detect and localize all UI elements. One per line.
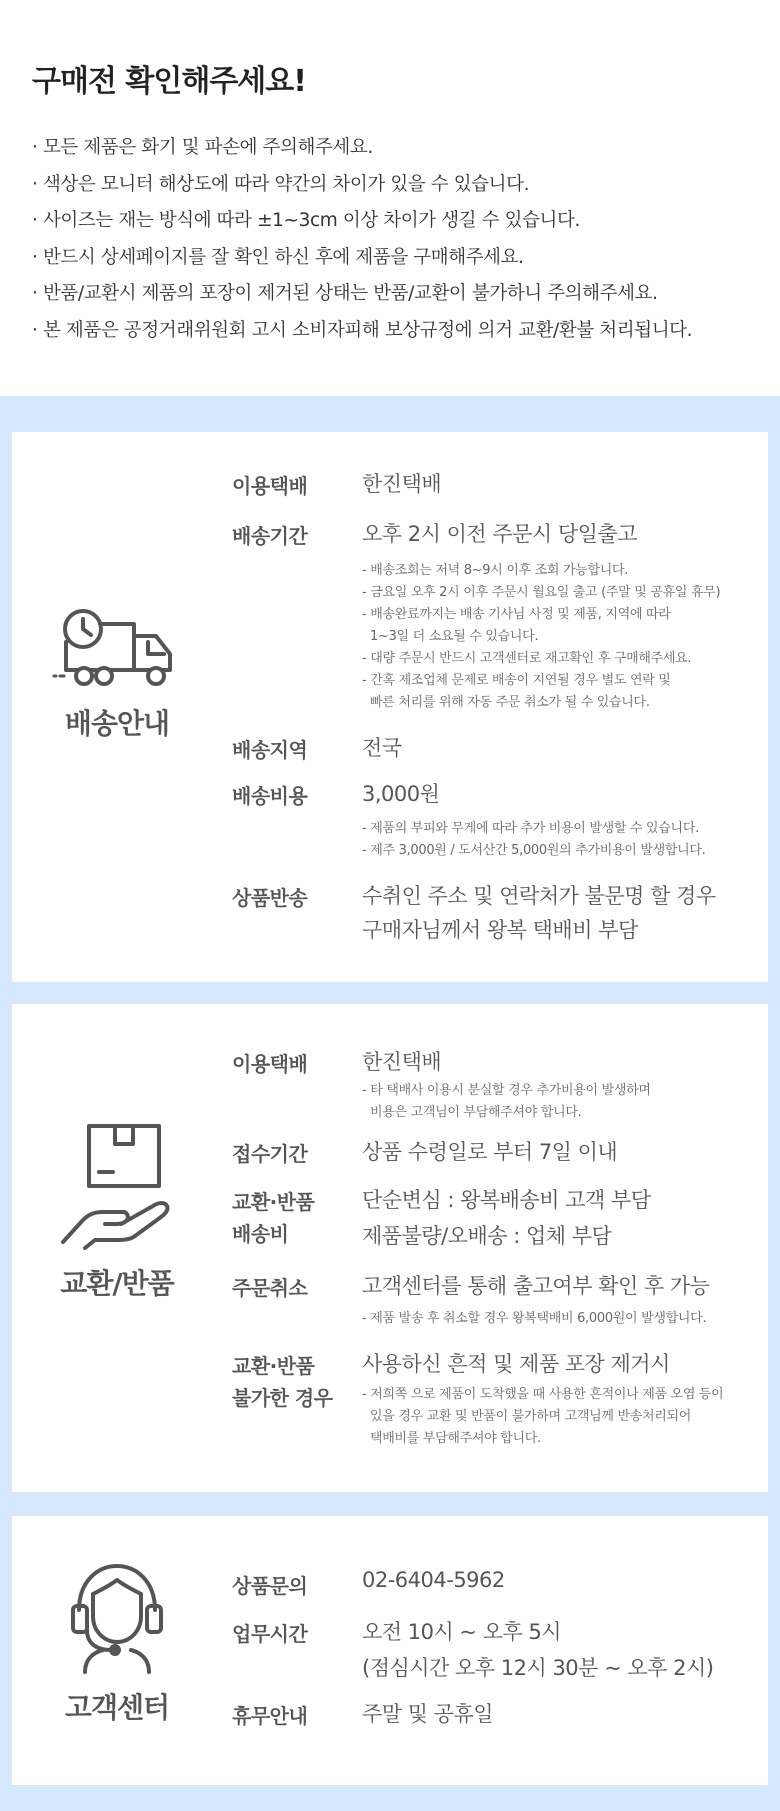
delivery-region-label: 배송지역	[232, 738, 308, 762]
delivery-courier-value: 한진택배	[362, 472, 442, 496]
cs-hours-value-2: (점심시간 오후 12시 30분 ~ 오후 2시)	[362, 1656, 714, 1680]
cs-section-header	[52, 1560, 182, 1726]
note-line: - 저희쪽 으로 제품이 도착했을 때 사용한 흔적이나 제품 오염 등이	[362, 1387, 724, 1402]
exchange-impossible-label-2: 불가한 경우	[232, 1386, 333, 1410]
cs-hours-value-1: 오전 10시 ~ 오후 5시	[362, 1620, 562, 1644]
note-line: 택배비를 부담해주셔야 합니다.	[370, 1431, 541, 1446]
note-line: - 타 택배사 이용시 분실할 경우 추가비용이 발생하며	[362, 1083, 651, 1098]
note-line: 비용은 고객님이 부담해주셔야 합니다.	[370, 1105, 582, 1120]
cs-holiday-value: 주말 및 공휴일	[362, 1702, 494, 1726]
note-line: 1~3일 더 소요될 수 있습니다.	[370, 629, 539, 644]
note-line: - 제주 3,000원 / 도서산간 5,000원의 추가비용이 발생합니다.	[362, 843, 706, 858]
exchange-card	[12, 1004, 768, 1492]
cs-inquiry-label: 상품문의	[232, 1574, 308, 1598]
note-line: - 배송완료까지는 배송 기사님 사정 및 제품, 지역에 따라	[362, 607, 671, 622]
delivery-courier-label: 이용택배	[232, 474, 308, 498]
exchange-courier-notes	[362, 1080, 651, 1124]
note-line: - 금요일 오후 2시 이후 주문시 월요일 출고 (주말 및 공휴일 휴무)	[362, 585, 721, 600]
exchange-impossible-notes	[362, 1384, 723, 1450]
notice-item: · 본 제품은 공정거래위원회 고시 소비자피해 보상규정에 의거 교환/환불 처리됩니다.	[32, 319, 693, 341]
notice-title: 구매전 확인해주세요!	[32, 64, 306, 99]
cs-inquiry-value[interactable]: 02-6404-5962	[362, 1568, 505, 1592]
notice-item: · 색상은 모니터 해상도에 따라 약간의 차이가 있을 수 있습니다.	[32, 173, 530, 195]
exchange-fee-value-1: 단순변심 : 왕복배송비 고객 부담	[362, 1188, 651, 1212]
note-line: - 제품의 부피와 무게에 따라 추가 비용이 발생할 수 있습니다.	[362, 821, 699, 836]
exchange-cancel-notes	[362, 1308, 706, 1330]
exchange-period-label: 접수기간	[232, 1142, 308, 1166]
delivery-cost-label: 배송비용	[232, 784, 308, 808]
delivery-cost-notes	[362, 818, 705, 862]
headset-agent-icon	[67, 1560, 167, 1674]
cs-holiday-label: 휴무안내	[232, 1704, 308, 1728]
notice-item: · 사이즈는 재는 방식에 따라 ±1~3cm 이상 차이가 생길 수 있습니다.	[32, 210, 580, 231]
note-line: - 간혹 제조업체 문제로 배송이 지연될 경우 별도 연락 및	[362, 673, 671, 688]
delivery-period-label: 배송기간	[232, 524, 308, 548]
delivery-region-value: 전국	[362, 736, 402, 760]
exchange-fee-label-1: 교환·반품	[232, 1190, 315, 1214]
exchange-section-header	[52, 1122, 182, 1302]
exchange-title: 교환/반품	[60, 1267, 174, 1300]
delivery-cost-value: 3,000원	[362, 782, 440, 806]
exchange-fee-label-2: 배송비	[232, 1222, 289, 1246]
note-line: 빠른 처리를 위해 자동 주문 취소가 될 수 있습니다.	[370, 695, 650, 710]
note-line: - 배송조회는 저녁 8~9시 이후 조회 가능합니다.	[362, 563, 629, 578]
delivery-return-value-1: 수취인 주소 및 연락처가 불문명 할 경우	[362, 884, 716, 908]
delivery-card	[12, 432, 768, 982]
delivery-title: 배송안내	[64, 707, 170, 740]
exchange-fee-value-2: 제품불량/오배송 : 업체 부담	[362, 1224, 612, 1248]
cs-hours-label: 업무시간	[232, 1622, 308, 1646]
exchange-impossible-label-1: 교환·반품	[232, 1354, 315, 1378]
box-hand-icon	[57, 1122, 177, 1250]
exchange-courier-label: 이용택배	[232, 1052, 308, 1076]
note-line: 있을 경우 교환 및 반품이 불가하며 고객님께 반송처리되어	[370, 1409, 692, 1424]
exchange-cancel-value: 고객센터를 통해 출고여부 확인 후 가능	[362, 1274, 710, 1298]
note-line: - 제품 발송 후 취소할 경우 왕복택배비 6,000원이 발생합니다.	[362, 1311, 707, 1326]
customer-service-card	[12, 1516, 768, 1785]
note-line: - 대량 주문시 반드시 고객센터로 재고확인 후 구매해주세요.	[362, 651, 692, 666]
notice-item: · 반드시 상세페이지를 잘 확인 하신 후에 제품을 구매해주세요.	[32, 246, 524, 268]
exchange-period-value: 상품 수령일로 부터 7일 이내	[362, 1140, 618, 1164]
cs-title: 고객센터	[64, 1691, 170, 1724]
notice-item: · 모든 제품은 화기 및 파손에 주의해주세요.	[32, 137, 373, 158]
notice-list	[32, 130, 692, 349]
delivery-period-notes	[362, 560, 720, 714]
delivery-truck-clock-icon	[52, 606, 182, 690]
delivery-period-value: 오후 2시 이전 주문시 당일출고	[362, 522, 637, 546]
delivery-return-label: 상품반송	[232, 886, 308, 910]
exchange-courier-value: 한진택배	[362, 1050, 442, 1074]
purchase-notice	[0, 0, 780, 396]
exchange-cancel-label: 주문취소	[232, 1276, 308, 1300]
notice-item: · 반품/교환시 제품의 포장이 제거된 상태는 반품/교환이 불가하니 주의해주세요.	[32, 283, 658, 304]
delivery-return-value-2: 구매자님께서 왕복 택배비 부담	[362, 918, 638, 942]
exchange-impossible-value: 사용하신 흔적 및 제품 포장 제거시	[362, 1352, 670, 1376]
delivery-section-header	[52, 606, 182, 742]
